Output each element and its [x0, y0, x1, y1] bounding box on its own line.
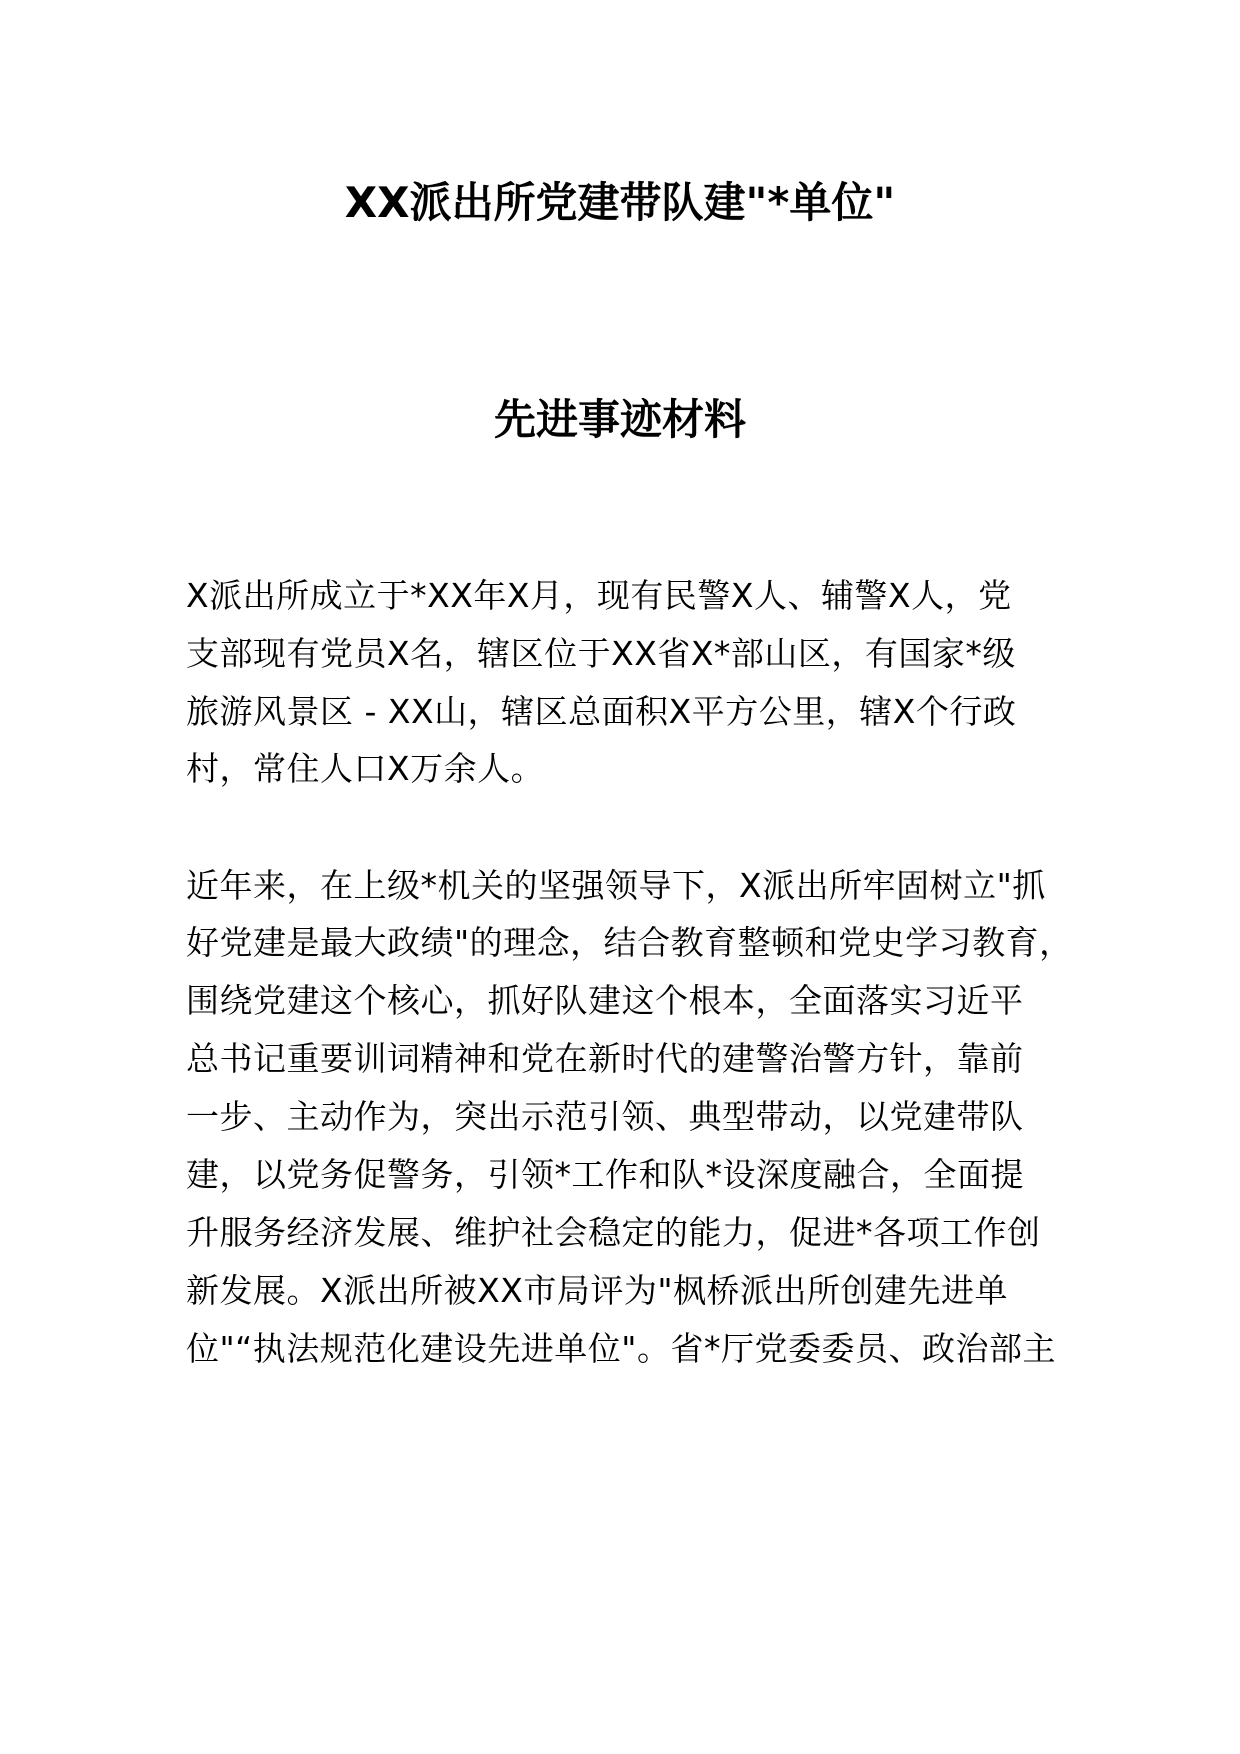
- document-title-line-2: 先进事迹材料: [493, 395, 746, 444]
- paragraph-line: X派出所成立于*XX年X月，现有民警X人、辅警X人，党: [186, 576, 1012, 615]
- paragraph-line: 好党建是最大政绩"的理念，结合教育整顿和党史学习教育，: [186, 923, 1073, 962]
- paragraph-line: 建，以党务促警务，引领*工作和队*设深度融合，全面提: [186, 1155, 1024, 1194]
- paragraph-line: 支部现有党员X名，辖区位于XX省X*部山区，有国家*级: [186, 634, 1016, 673]
- paragraph-line: 总书记重要训词精神和党在新时代的建警治警方针，靠前: [186, 1039, 1024, 1078]
- paragraph-line: 位"“执法规范化建设先进单位"。省*厅党委委员、政治部主: [186, 1329, 1056, 1368]
- document-title-line-1: XX派出所党建带队建"*单位": [344, 178, 896, 227]
- paragraph-line: 村，常住人口X万余人。: [186, 749, 545, 788]
- paragraph-line: 一步、主动作为，突出示范引领、典型带动，以党建带队: [186, 1097, 1024, 1136]
- paragraph-line: 新发展。X派出所被XX市局评为"枫桥派出所创建先进单: [186, 1271, 1008, 1310]
- paragraph-line: 升服务经济发展、维护社会稳定的能力，促进*各项工作创: [186, 1213, 1041, 1252]
- paragraph-line: 旅游风景区 - XX山，辖区总面积X平方公里，辖X个行政: [186, 692, 1017, 731]
- paragraph-line: 围绕党建这个核心，抓好队建这个根本，全面落实习近平: [186, 981, 1024, 1020]
- paragraph-line: 近年来，在上级*机关的坚强领导下，X派出所牢固树立"抓: [186, 866, 1046, 905]
